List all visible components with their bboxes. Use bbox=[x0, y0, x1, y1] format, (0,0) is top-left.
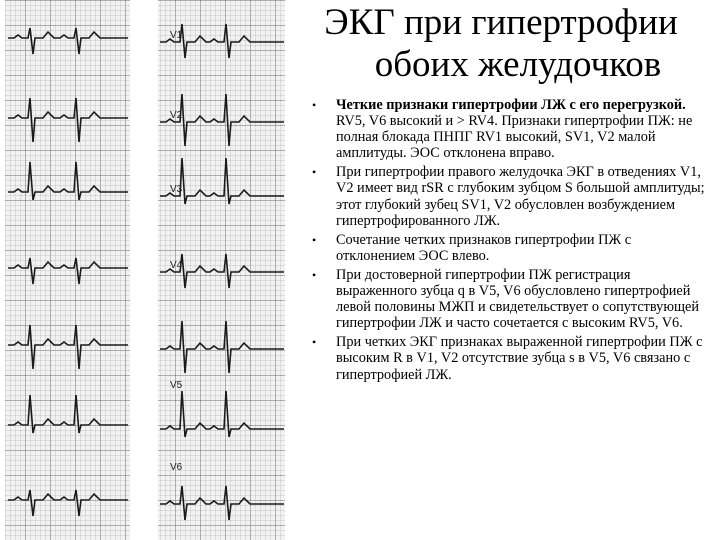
bullet-dot-icon: • bbox=[312, 98, 317, 112]
bullet-item bbox=[312, 97, 712, 161]
ecg-lead-label: V5 bbox=[170, 380, 183, 391]
ecg-strip-svg bbox=[0, 0, 290, 540]
bullet-text: При четких ЭКГ признаках выраженной гипертрофии ПЖ с высоким R в V1, V2 отсутствие зубца s в V5, V6 связано с гипертрофией ЛЖ. bbox=[336, 334, 703, 383]
bullet-item bbox=[312, 334, 712, 382]
bullet-item bbox=[312, 164, 712, 228]
ecg-grid-left bbox=[5, 0, 130, 540]
ecg-image bbox=[0, 0, 290, 540]
bullet-item bbox=[312, 232, 712, 264]
ecg-lead-label: V2 bbox=[170, 110, 183, 121]
ecg-lead-label: V6 bbox=[170, 462, 183, 473]
ecg-separator bbox=[130, 0, 158, 540]
bullet-list bbox=[312, 97, 712, 386]
title-line-2: обоих желудочков bbox=[374, 44, 662, 85]
ecg-lead-label: V3 bbox=[170, 184, 183, 195]
bullet-dot-icon: • bbox=[312, 232, 317, 247]
ecg-lead-label: V1 bbox=[170, 30, 183, 41]
title-line-1: ЭКГ при гипертрофии bbox=[324, 2, 678, 43]
bullet-text: Сочетание четких признаков гипертрофии ПЖ с отклонением ЭОС влево. bbox=[336, 231, 632, 264]
bullet-dot-icon: • bbox=[312, 267, 317, 282]
slide-title bbox=[286, 2, 716, 86]
bullet-dot-icon: • bbox=[312, 335, 317, 350]
bullet-dot-icon: • bbox=[312, 165, 317, 180]
ecg-lead-label: V4 bbox=[170, 260, 183, 271]
bullet-text: RV5, V6 высокий и > RV4. Признаки гипертрофии ПЖ: не полная блокада ПНПГ RV1 высокий, SV1, V2 малой амплитуды. ЭОС отклонена вправо. bbox=[336, 113, 693, 162]
bullet-text: При гипертрофии правого желудочка ЭКГ в отведениях V1, V2 имеет вид rSR с глубоким зубцом S большой амплитуды; этот глубокий зубец SV1, V2 обусловлен возбуждением гипертрофированного ЛЖ. bbox=[336, 164, 705, 229]
bullet-text: При достоверной гипертрофии ПЖ регистрация выраженного зубца q в V5, V6 обусловлено гипертрофией левой половины МЖП и свидетельствует о сопутствующей гипертрофии ЛЖ и часто сочетается с высоким RV5, V6. bbox=[336, 266, 700, 332]
bullet-item bbox=[312, 267, 712, 331]
bullet-bold-text: Четкие признаки гипертрофии ЛЖ с его перегрузкой. bbox=[336, 97, 686, 113]
